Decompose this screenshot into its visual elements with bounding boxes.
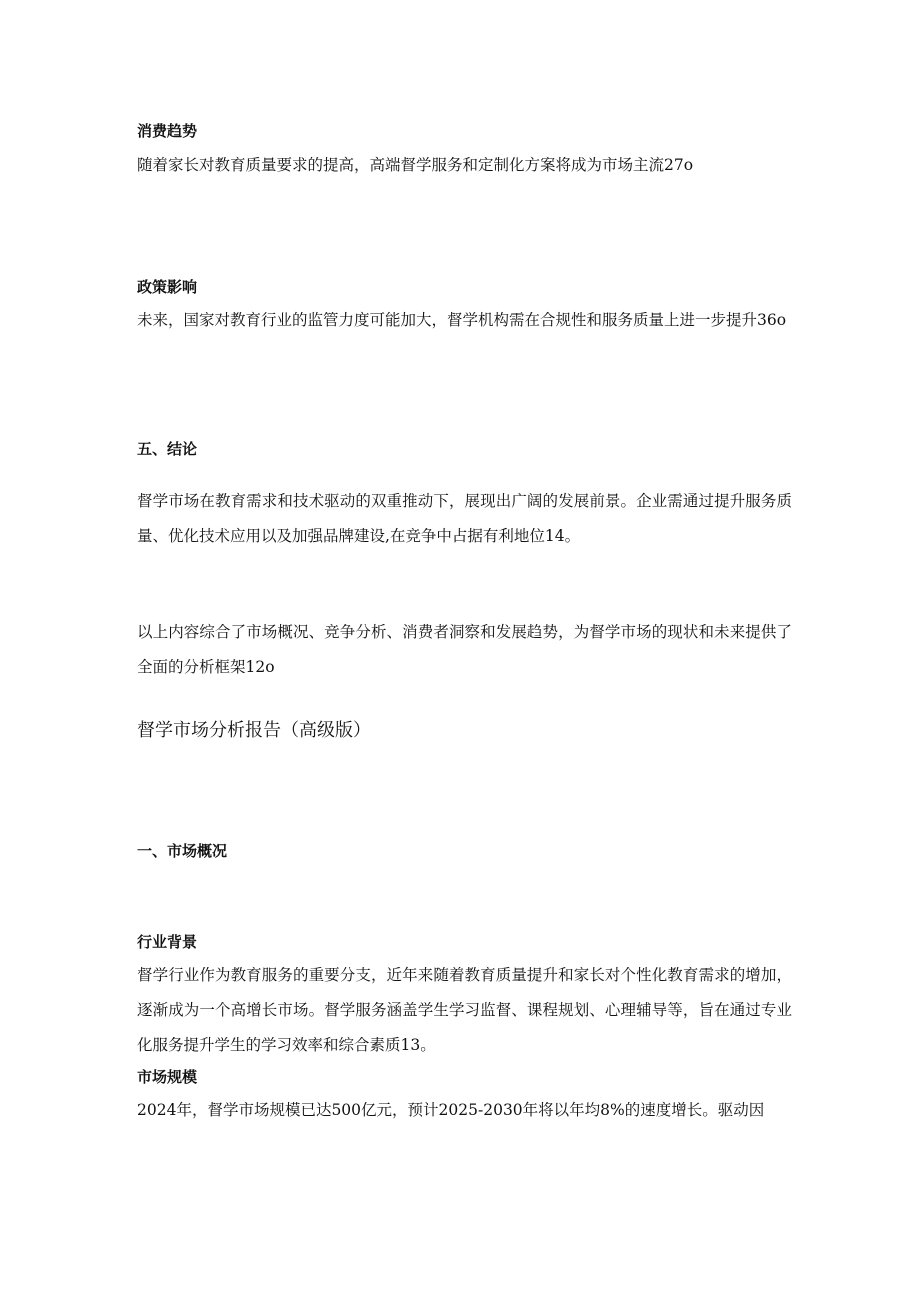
market-size-heading: 市场规模 [137, 1068, 198, 1086]
summary-paragraph: 以上内容综合了市场概况、竞争分析、消费者洞察和发展趋势，为督学市场的现状和未来提供了全面的分析框架12o [137, 623, 792, 676]
consumption-trend-paragraph: 随着家长对教育质量要求的提高，高端督学服务和定制化方案将成为市场主流27o [137, 156, 694, 174]
report-title: 督学市场分析报告（高级版） [137, 720, 371, 741]
industry-background-paragraph: 督学行业作为教育服务的重要分支，近年来随着教育质量提升和家长对个性化教育需求的增加，逐渐成为一个高增长市场。督学服务涵盖学生学习监督、课程规划、心理辅导等，旨在通过专业化服务提升学生的学习效率和综合素质13。 [137, 966, 792, 1054]
policy-impact-heading: 政策影响 [137, 278, 198, 296]
policy-impact-paragraph: 未来，国家对教育行业的监管力度可能加大，督学机构需在合规性和服务质量上进一步提升36o [137, 311, 787, 329]
conclusion-heading: 五、结论 [137, 440, 198, 458]
market-overview-heading: 一、市场概况 [137, 842, 228, 860]
industry-background-heading: 行业背景 [137, 933, 198, 951]
market-size-paragraph: 2024年，督学市场规模已达500亿元，预计2025-2030年将以年均8%的速度增长。驱动因 [137, 1101, 765, 1119]
consumption-trend-heading: 消费趋势 [137, 122, 198, 140]
conclusion-paragraph: 督学市场在教育需求和技术驱动的双重推动下，展现出广阔的发展前景。企业需通过提升服务质量、优化技术应用以及加强品牌建设,在竞争中占据有利地位14。 [137, 492, 792, 545]
